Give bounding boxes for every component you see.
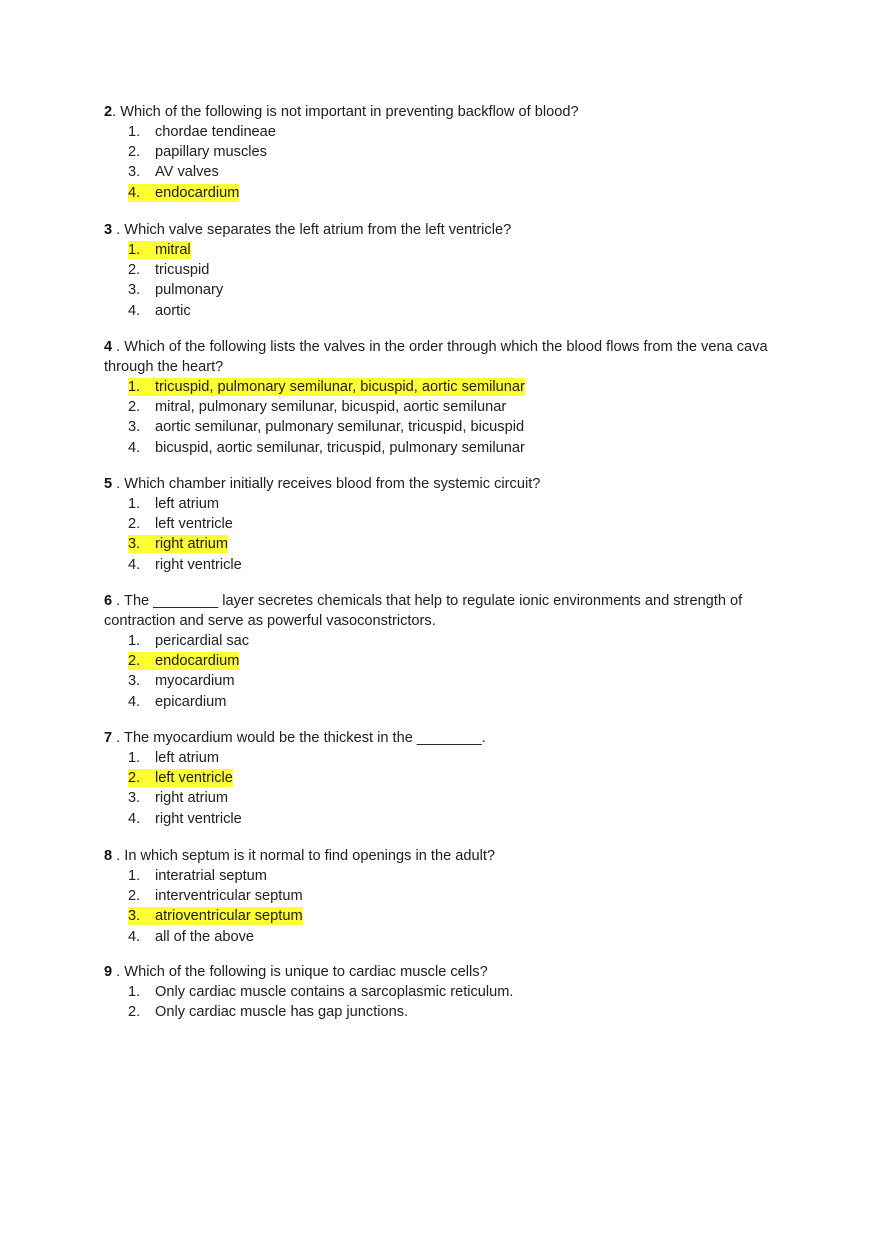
- option-item: [104, 631, 784, 651]
- option-number: 3.: [128, 673, 141, 690]
- option-text: mitral: [155, 242, 191, 258]
- option-text: right atrium: [155, 790, 228, 807]
- option-text: aortic semilunar, pulmonary semilunar, tricuspid, bicuspid: [155, 419, 525, 436]
- question-text: Which chamber initially receives blood from the systemic circuit?: [124, 476, 541, 492]
- question-separator: .: [112, 848, 125, 864]
- question-separator: .: [112, 476, 125, 492]
- option-number: 1.: [128, 124, 141, 140]
- question-stem: [104, 846, 784, 866]
- option-number: 4.: [128, 556, 141, 573]
- option-item: [104, 982, 784, 1002]
- option-list: [104, 122, 784, 203]
- option-text: left atrium: [155, 496, 220, 512]
- question-number: 2: [104, 104, 113, 120]
- option-text: chordae tendineae: [155, 124, 276, 140]
- option-item: [104, 377, 784, 397]
- option-text: Only cardiac muscle has gap junctions.: [155, 1004, 409, 1021]
- option-number: 1.: [128, 379, 141, 395]
- option-number: 3.: [128, 790, 141, 807]
- option-number: 3.: [128, 164, 141, 181]
- option-text: left ventricle: [155, 770, 233, 787]
- option-text: tricuspid, pulmonary semilunar, bicuspid, aortic semilunar: [155, 379, 525, 395]
- question-number: 8: [104, 848, 113, 864]
- option-text: AV valves: [155, 164, 219, 181]
- option-item: [104, 280, 784, 300]
- option-number: 2.: [128, 144, 141, 161]
- option-item: [104, 301, 784, 321]
- option-item: [104, 1002, 784, 1022]
- question-8: [104, 846, 784, 947]
- option-item: [104, 788, 784, 808]
- option-item: [104, 651, 784, 671]
- option-text: pulmonary: [155, 282, 224, 299]
- option-number: 2.: [128, 888, 141, 905]
- option-item: [104, 866, 784, 886]
- option-item: [104, 692, 784, 712]
- option-number: 1.: [128, 242, 141, 258]
- option-item: [104, 534, 784, 554]
- question-7: [104, 728, 784, 829]
- option-number: 2.: [128, 399, 141, 416]
- option-item: [104, 768, 784, 788]
- option-text: bicuspid, aortic semilunar, tricuspid, pulmonary semilunar: [155, 439, 525, 456]
- option-number: 1.: [128, 633, 141, 649]
- option-item: [104, 514, 784, 534]
- question-9: [104, 962, 784, 1022]
- option-text: tricuspid: [155, 262, 210, 279]
- question-text: Which valve separates the left atrium from the left ventricle?: [124, 222, 512, 238]
- option-text: endocardium: [155, 653, 240, 670]
- question-6: [104, 591, 784, 712]
- question-separator: .: [112, 964, 125, 980]
- question-text: In which septum is it normal to find openings in the adult?: [124, 848, 496, 864]
- option-number: 2.: [128, 653, 141, 670]
- option-number: 4.: [128, 928, 141, 945]
- option-text: pericardial sac: [155, 633, 250, 649]
- option-item: [104, 886, 784, 906]
- option-text: interventricular septum: [155, 888, 303, 905]
- question-stem: [104, 220, 784, 240]
- option-number: 4.: [128, 184, 141, 201]
- option-number: 4.: [128, 810, 141, 827]
- question-separator: .: [112, 339, 125, 355]
- option-list: [104, 866, 784, 947]
- option-text: aortic: [155, 302, 191, 319]
- option-item: [104, 671, 784, 691]
- option-text: right ventricle: [155, 556, 242, 573]
- option-number: 3.: [128, 908, 141, 925]
- option-list: [104, 982, 784, 1022]
- option-item: [104, 122, 784, 142]
- option-number: 4.: [128, 302, 141, 319]
- option-number: 2.: [128, 516, 141, 533]
- question-4: [104, 337, 784, 458]
- option-item: [104, 494, 784, 514]
- option-text: right atrium: [155, 536, 228, 553]
- option-item: [104, 260, 784, 280]
- option-item: [104, 183, 784, 203]
- question-5: [104, 474, 784, 575]
- option-text: Only cardiac muscle contains a sarcoplasmic reticulum.: [155, 984, 514, 1000]
- option-number: 1.: [128, 984, 141, 1000]
- option-number: 3.: [128, 282, 141, 299]
- option-number: 4.: [128, 693, 141, 710]
- option-number: 1.: [128, 496, 141, 512]
- question-text: The ________ layer secretes chemicals that help to regulate ionic environments and strength of contraction and serve as powerful vasoconstrictors.: [104, 593, 743, 629]
- option-item: [104, 927, 784, 947]
- option-item: [104, 748, 784, 768]
- question-stem: [104, 962, 784, 982]
- option-text: endocardium: [155, 184, 240, 201]
- option-item: [104, 555, 784, 575]
- option-number: 4.: [128, 439, 141, 456]
- question-text: Which of the following lists the valves in the order through which the blood flows from the vena cava through the heart?: [104, 339, 768, 375]
- question-stem: [104, 728, 784, 748]
- question-text: Which of the following is not important in preventing backflow of blood?: [120, 104, 579, 120]
- option-item: [104, 162, 784, 182]
- option-item: [104, 142, 784, 162]
- option-number: 3.: [128, 536, 141, 553]
- option-number: 1.: [128, 750, 141, 766]
- option-item: [104, 417, 784, 437]
- option-number: 2.: [128, 770, 141, 787]
- question-text: Which of the following is unique to cardiac muscle cells?: [124, 964, 488, 980]
- question-number: 4: [104, 339, 113, 355]
- option-list: [104, 748, 784, 829]
- question-text: The myocardium would be the thickest in the ________.: [124, 730, 486, 746]
- question-separator: .: [112, 730, 125, 746]
- option-text: left ventricle: [155, 516, 233, 533]
- option-item: [104, 809, 784, 829]
- question-3: [104, 220, 784, 321]
- question-number: 6: [104, 593, 113, 609]
- question-stem: [104, 474, 784, 494]
- question-separator: .: [112, 104, 121, 120]
- option-list: [104, 631, 784, 712]
- option-text: left atrium: [155, 750, 220, 766]
- question-number: 9: [104, 964, 113, 980]
- option-item: [104, 438, 784, 458]
- option-number: 1.: [128, 868, 141, 884]
- option-text: atrioventricular septum: [155, 908, 303, 925]
- option-text: papillary muscles: [155, 144, 267, 161]
- option-text: right ventricle: [155, 810, 242, 827]
- option-text: all of the above: [155, 928, 254, 945]
- option-item: [104, 240, 784, 260]
- question-number: 3: [104, 222, 113, 238]
- question-stem: [104, 337, 784, 377]
- option-text: epicardium: [155, 693, 227, 710]
- option-number: 2.: [128, 1004, 141, 1021]
- question-stem: [104, 102, 784, 122]
- option-text: mitral, pulmonary semilunar, bicuspid, aortic semilunar: [155, 399, 507, 416]
- option-item: [104, 906, 784, 926]
- option-list: [104, 240, 784, 321]
- question-stem: [104, 591, 784, 631]
- question-number: 5: [104, 476, 113, 492]
- option-list: [104, 377, 784, 458]
- option-list: [104, 494, 784, 575]
- question-separator: .: [112, 593, 125, 609]
- question-number: 7: [104, 730, 113, 746]
- option-text: myocardium: [155, 673, 235, 690]
- option-number: 3.: [128, 419, 141, 436]
- option-text: interatrial septum: [155, 868, 267, 884]
- option-number: 2.: [128, 262, 141, 279]
- question-2: [104, 102, 784, 203]
- option-item: [104, 397, 784, 417]
- question-separator: .: [112, 222, 125, 238]
